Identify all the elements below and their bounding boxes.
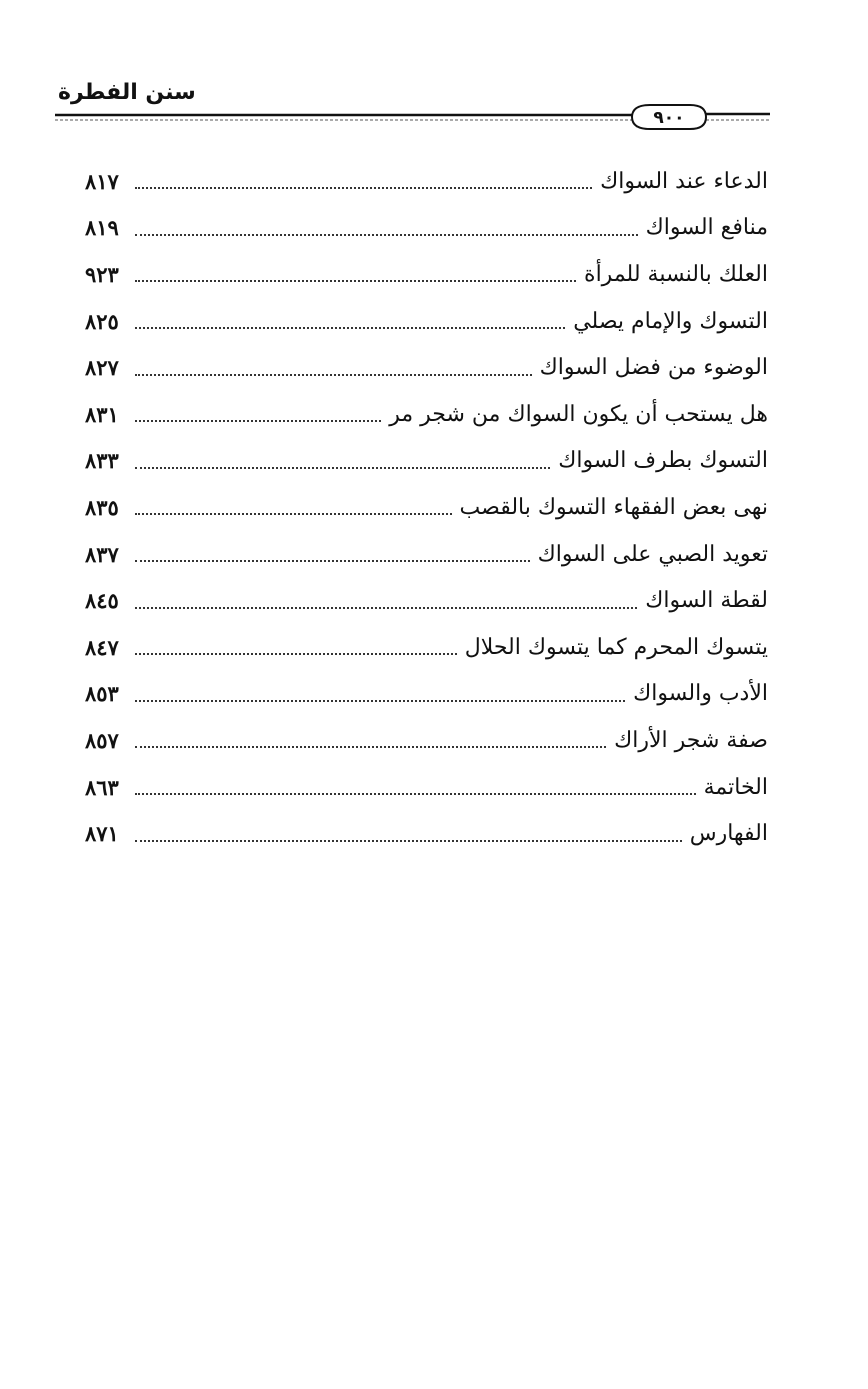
- toc-entry-title: التسوك والإمام يصلي: [573, 308, 768, 334]
- toc-entry-title: يتسوك المحرم كما يتسوك الحلال: [464, 634, 768, 660]
- toc-entry: [85, 810, 768, 857]
- toc-entry: [85, 158, 768, 205]
- toc-entry-page: ٨٥٣: [85, 681, 119, 707]
- toc-entry-page: ٨٢٧: [85, 355, 119, 381]
- toc-entry: [85, 624, 768, 671]
- toc-entry-title: الخاتمة: [703, 774, 768, 800]
- toc-leader-dots: [135, 724, 606, 748]
- toc-leader-dots: [135, 212, 638, 236]
- toc-entry-title: الوضوء من فضل السواك: [539, 355, 768, 381]
- toc-entry-page: ٨٧١: [85, 821, 119, 847]
- toc-entry-page: ٩٢٣: [85, 261, 119, 287]
- page-header: [0, 0, 868, 150]
- toc-entry-page: ٨٣٥: [85, 494, 119, 520]
- toc-entry-title: الدعاء عند السواك: [600, 168, 768, 194]
- toc-entry-page: ٨٣١: [85, 401, 119, 427]
- toc-entry: [85, 717, 768, 764]
- toc-entry: [85, 577, 768, 624]
- toc-entry-title: التسوك بطرف السواك: [558, 448, 768, 474]
- toc-entry: [85, 251, 768, 298]
- toc-entry: [85, 298, 768, 345]
- toc-leader-dots: [135, 585, 637, 609]
- toc-leader-dots: [135, 771, 696, 795]
- toc-leader-dots: [135, 165, 592, 189]
- toc-leader-dots: [135, 398, 381, 422]
- page-number: ٩٠٠: [653, 108, 685, 128]
- toc-entry-title: الأدب والسواك: [633, 681, 768, 707]
- toc-leader-dots: [135, 352, 532, 376]
- toc-leader-dots: [135, 258, 576, 282]
- toc-entry-title: العلك بالنسبة للمرأة: [584, 261, 768, 287]
- toc-entry: [85, 671, 768, 718]
- toc-entry-title: منافع السواك: [645, 215, 768, 241]
- toc-entry-page: ٨١٧: [85, 168, 119, 194]
- toc-entry: [85, 344, 768, 391]
- toc-leader-dots: [135, 491, 452, 515]
- toc-entry-title: تعويد الصبي على السواك: [537, 541, 768, 567]
- table-of-contents: [85, 158, 768, 857]
- toc-leader-dots: [135, 678, 625, 702]
- toc-entry: [85, 484, 768, 531]
- toc-leader-dots: [135, 818, 682, 842]
- toc-entry: [85, 438, 768, 485]
- toc-entry: [85, 391, 768, 438]
- running-title: سنن الفطرة: [58, 80, 196, 105]
- toc-entry-title: نهى بعض الفقهاء التسوك بالقصب: [459, 494, 768, 520]
- toc-entry: [85, 764, 768, 811]
- toc-entry-title: صفة شجر الأراك: [614, 727, 768, 753]
- toc-entry-title: هل يستحب أن يكون السواك من شجر مر: [389, 401, 768, 427]
- toc-entry-page: ٨٤٥: [85, 588, 119, 614]
- toc-entry: [85, 531, 768, 578]
- toc-entry-page: ٨٣٧: [85, 541, 119, 567]
- toc-entry-page: ٨٣٣: [85, 448, 119, 474]
- toc-entry-title: الفهارس: [689, 821, 768, 847]
- toc-entry: [85, 205, 768, 252]
- toc-leader-dots: [135, 538, 530, 562]
- toc-leader-dots: [135, 305, 565, 329]
- toc-entry-page: ٨٤٧: [85, 634, 119, 660]
- toc-leader-dots: [135, 445, 550, 469]
- toc-leader-dots: [135, 631, 457, 655]
- header-rule: [0, 100, 868, 140]
- toc-entry-page: ٨٥٧: [85, 727, 119, 753]
- toc-entry-title: لقطة السواك: [645, 588, 768, 614]
- toc-entry-page: ٨٢٥: [85, 308, 119, 334]
- toc-entry-page: ٨٦٣: [85, 774, 119, 800]
- toc-entry-page: ٨١٩: [85, 215, 119, 241]
